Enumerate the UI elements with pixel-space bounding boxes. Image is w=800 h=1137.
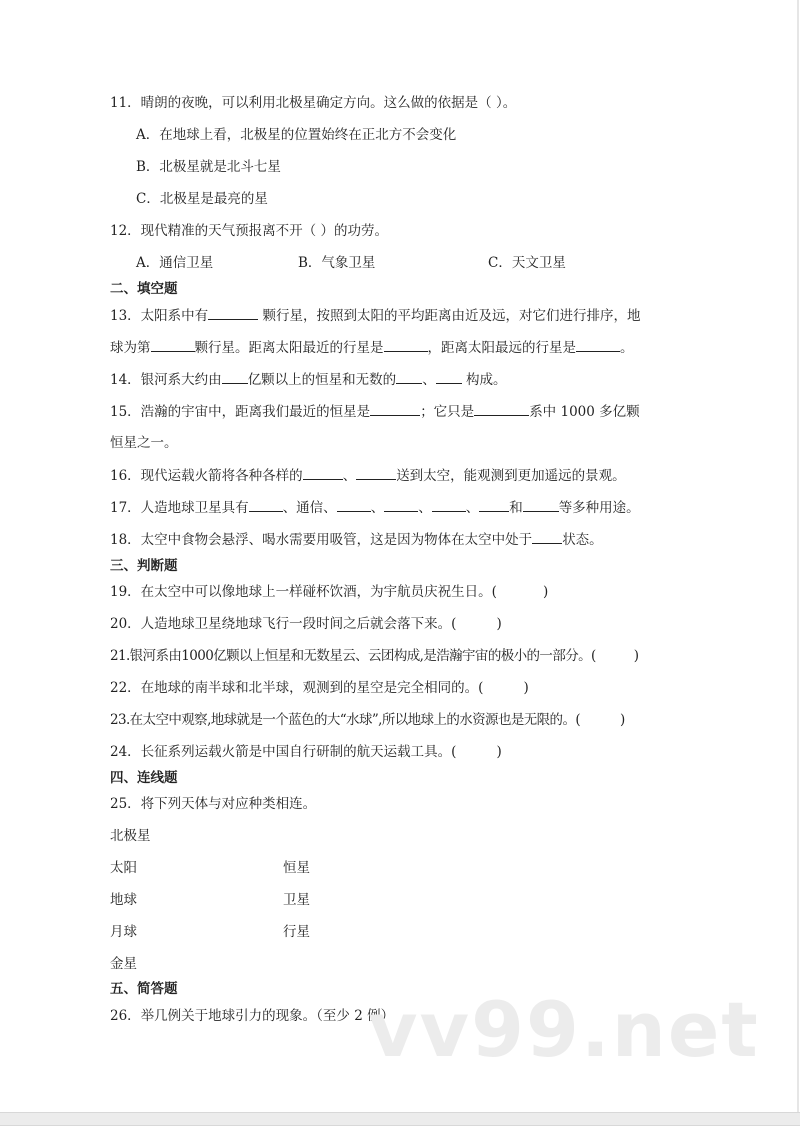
q17-sep-3: 、 [465,500,480,516]
question-12-option-c: C．天文卫星 [488,255,566,271]
question-21 [110,647,638,665]
q13-text-2: 颗行星，按照到太阳的平均距离由近及远，对它们进行排序，地 [262,308,641,324]
question-15-line2: 恒星之一。 [110,435,178,451]
q14-blank-3[interactable] [436,370,462,384]
q20-close: ) [496,616,502,632]
q13-text-1: 13．太阳系中有 [110,308,209,324]
q14-blank-2[interactable] [396,370,422,384]
match-right-item[interactable]: 行星 [283,924,310,940]
q13-blank-4[interactable] [576,338,620,352]
q13-blank-2[interactable] [151,338,195,352]
question-16 [110,466,626,485]
match-left-item[interactable]: 北极星 [110,828,151,844]
q18-blank-1[interactable] [532,530,562,544]
q16-text-1: 16．现代运载火箭将各种各样的 [110,468,303,484]
q14-text-3: 、 [422,372,436,388]
section-heading-fill-in: 二、填空题 [110,281,178,297]
q14-text-1: 14．银河系大约由 [110,372,222,388]
q13-text-6: 。 [620,340,634,356]
q17-sep-1: 、 [370,500,385,516]
q18-text-2: 状态。 [562,532,603,548]
q13-blank-1[interactable] [208,306,258,320]
q16-text-2: 、 [342,468,357,484]
match-left-item[interactable]: 地球 [110,892,137,908]
q20-stem: 20．人造地球卫星绕地球飞行一段时间之后就会落下来。( [110,616,457,632]
q22-close: ) [523,680,529,696]
q17-text-1: 17．人造地球卫星具有 [110,500,249,516]
question-18 [110,530,603,549]
q14-text-4: 构成。 [465,372,507,388]
q17-text-3: 等多种用途。 [558,500,640,516]
question-22 [110,679,529,697]
q17-blank-4[interactable] [432,498,466,512]
section-heading-matching: 四、连线题 [110,770,178,786]
match-left-item[interactable]: 月球 [110,924,137,940]
question-24 [110,743,502,761]
q17-blank-3[interactable] [384,498,418,512]
question-11-option-a: A．在地球上看，北极星的位置始终在正北方不会变化 [136,127,457,143]
question-19 [110,583,548,601]
q14-blank-1[interactable] [222,370,248,384]
section-heading-short-answer: 五、简答题 [110,981,178,997]
q17-blank-2[interactable] [337,498,371,512]
q15-text-2: ；它只是 [420,404,475,420]
match-left-item[interactable]: 金星 [110,956,137,972]
q19-close: ) [542,584,549,600]
watermark: vv99.net [368,985,760,1074]
q17-text-2: 、通信、 [282,500,337,516]
q24-stem: 24．长征系列运载火箭是中国自行研制的航天运载工具。( [110,744,457,760]
match-right-item[interactable]: 恒星 [283,860,310,876]
question-11-option-b: B．北极星就是北斗七星 [136,159,281,175]
question-11-stem: 11．晴朗的夜晚，可以利用北极星确定方向。这么做的依据是（ ）。 [110,95,517,111]
question-11-option-c: C．北极星是最亮的星 [136,191,268,207]
page-separator-bar [0,1112,800,1126]
q23-stem: 23.在太空中观察,地球就是一个蓝色的大“水球”,所以地球上的水资源也是无限的。( [110,712,581,728]
q24-close: ) [496,744,502,760]
q14-text-2: 亿颗以上的恒星和无数的 [247,372,397,388]
question-12-stem: 12．现代精准的天气预报离不开（ ）的功劳。 [110,223,388,239]
q15-text-3: 系中 1000 多亿颗 [529,404,640,420]
q15-text-1: 15．浩瀚的宇宙中，距离我们最近的恒星是 [110,404,371,420]
q13-blank-3[interactable] [384,338,428,352]
q22-stem: 22．在地球的南半球和北半球，观测到的星空是完全相同的。( [110,680,484,696]
question-26-stem: 26．举几例关于地球引力的现象。（至少 2 例） [110,1008,395,1024]
q18-text-1: 18．太空中食物会悬浮、喝水需要用吸管，这是因为物体在太空中处于 [110,532,533,548]
match-left-item[interactable]: 太阳 [110,860,137,876]
q21-stem: 21.银河系由1000亿颗以上恒星和无数星云、云团构成,是浩瀚宇宙的极小的一部分。( [110,648,596,664]
q17-and: 和 [509,500,523,516]
q17-blank-6[interactable] [523,498,559,512]
q16-blank-1[interactable] [303,466,343,480]
question-15-line1 [110,402,640,421]
question-23 [110,711,625,729]
question-12-option-b: B．气象卫星 [298,255,376,271]
q17-blank-5[interactable] [479,498,509,512]
q15-blank-1[interactable] [370,402,420,416]
q19-stem: 19．在太空中可以像地球上一样碰杯饮酒，为宇航员庆祝生日。( [110,584,497,600]
q15-blank-2[interactable] [474,402,529,416]
section-heading-true-false: 三、判断题 [110,558,178,574]
q16-text-3: 送到太空，能观测到更加遥远的景观。 [396,468,626,484]
question-17 [110,498,640,517]
question-25-stem: 25．将下列天体与对应种类相连。 [110,796,317,812]
q16-blank-2[interactable] [356,466,396,480]
match-right-item[interactable]: 卫星 [283,892,310,908]
question-13-line1 [110,306,640,325]
q13-text-3: 球为第 [110,340,151,356]
question-13-line2 [110,338,634,357]
q13-text-5: ，距离太阳最远的行星是 [427,340,576,356]
question-20 [110,615,502,633]
q17-sep-2: 、 [418,500,432,516]
q21-close: ) [633,648,639,664]
q13-text-4: 颗行星。距离太阳最近的行星是 [194,340,384,356]
q17-blank-1[interactable] [249,498,283,512]
question-14 [110,370,506,389]
q23-close: ) [620,712,625,728]
question-12-option-a: A．通信卫星 [136,255,214,271]
